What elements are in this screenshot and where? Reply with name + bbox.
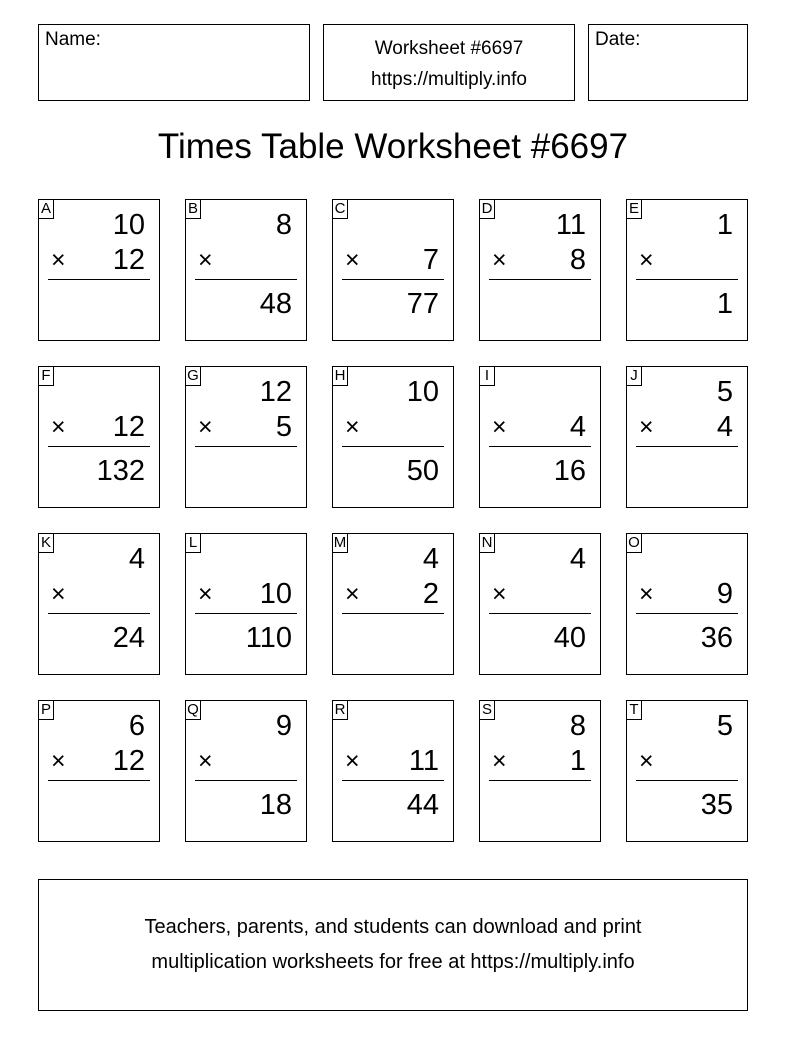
problem-card[interactable] (479, 533, 601, 675)
times-sign: × (198, 246, 213, 274)
multiplicand: 6 (128, 710, 145, 742)
problem-letter: B (185, 199, 201, 219)
product: 35 (700, 789, 733, 821)
multiplier: 12 (112, 244, 145, 276)
times-sign: × (492, 747, 507, 775)
answer-rule (636, 780, 738, 781)
multiplier: 10 (259, 578, 292, 610)
problem-card[interactable] (332, 700, 454, 842)
problem-card[interactable] (38, 700, 160, 842)
problem-letter: R (332, 700, 348, 720)
problem-letter: S (479, 700, 495, 720)
product: 110 (245, 622, 292, 654)
multiplier: 12 (112, 745, 145, 777)
times-sign: × (198, 413, 213, 441)
product: 48 (259, 288, 292, 320)
multiplicand: 8 (275, 209, 292, 241)
problem-card[interactable] (479, 700, 601, 842)
problem-letter: G (185, 366, 201, 386)
footer-box (38, 879, 748, 1011)
multiplicand: 5 (716, 376, 733, 408)
answer-rule (195, 613, 297, 614)
answer-rule (48, 279, 150, 280)
problem-letter: A (38, 199, 54, 219)
problem-card[interactable] (332, 533, 454, 675)
times-sign: × (51, 246, 66, 274)
multiplicand: 11 (555, 209, 586, 241)
multiplier: 1 (569, 745, 586, 777)
multiplicand: 4 (569, 543, 586, 575)
answer-rule (195, 446, 297, 447)
problem-card[interactable] (185, 199, 307, 341)
multiplier: 4 (569, 411, 586, 443)
answer-rule (342, 780, 444, 781)
answer-rule (489, 613, 591, 614)
problem-letter: I (479, 366, 495, 386)
times-sign: × (198, 580, 213, 608)
times-sign: × (345, 413, 360, 441)
answer-rule (48, 613, 150, 614)
problem-card[interactable] (185, 533, 307, 675)
worksheet-id-box (323, 24, 575, 101)
multiplicand: 1 (716, 209, 733, 241)
multiplier: 12 (112, 411, 145, 443)
multiplicand: 12 (259, 376, 292, 408)
answer-rule (48, 780, 150, 781)
answer-rule (489, 279, 591, 280)
name-field-box[interactable] (38, 24, 310, 101)
problem-letter: J (626, 366, 642, 386)
multiplier: 5 (275, 411, 292, 443)
name-label: Name: (45, 29, 101, 50)
times-sign: × (345, 580, 360, 608)
product: 50 (406, 455, 439, 487)
times-sign: × (51, 413, 66, 441)
problem-card[interactable] (38, 199, 160, 341)
problem-letter: E (626, 199, 642, 219)
multiplier: 7 (422, 244, 439, 276)
multiplicand: 9 (275, 710, 292, 742)
date-field-box[interactable] (588, 24, 748, 101)
product: 16 (553, 455, 586, 487)
multiplicand: 8 (569, 710, 586, 742)
answer-rule (48, 446, 150, 447)
answer-rule (342, 613, 444, 614)
problem-card[interactable] (185, 700, 307, 842)
product: 24 (112, 622, 145, 654)
worksheet-url: https://multiply.info (371, 69, 527, 90)
times-sign: × (639, 580, 654, 608)
answer-rule (636, 613, 738, 614)
times-sign: × (492, 580, 507, 608)
product: 36 (700, 622, 733, 654)
product: 77 (406, 288, 439, 320)
footer-line-1: Teachers, parents, and students can download and print (144, 916, 642, 938)
product: 40 (553, 622, 586, 654)
problem-card[interactable] (185, 366, 307, 508)
answer-rule (342, 446, 444, 447)
problem-card[interactable] (479, 366, 601, 508)
answer-rule (636, 446, 738, 447)
multiplicand: 10 (112, 209, 145, 241)
problem-letter: O (626, 533, 642, 553)
problem-letter: H (332, 366, 348, 386)
page-title: Times Table Worksheet #6697 (157, 127, 629, 166)
problem-card[interactable] (38, 366, 160, 508)
times-sign: × (51, 580, 66, 608)
product: 18 (259, 789, 292, 821)
problem-letter: N (479, 533, 495, 553)
problem-letter: M (333, 534, 347, 551)
product: 132 (96, 455, 145, 487)
multiplier: 4 (716, 411, 733, 443)
problem-letter: L (185, 533, 201, 553)
times-sign: × (492, 246, 507, 274)
problem-letter: C (332, 199, 348, 219)
answer-rule (489, 446, 591, 447)
problem-card[interactable] (626, 199, 748, 341)
problem-card[interactable] (626, 533, 748, 675)
times-sign: × (51, 747, 66, 775)
times-sign: × (198, 747, 213, 775)
multiplicand: 4 (128, 543, 145, 575)
problem-letter: T (626, 700, 642, 720)
answer-rule (342, 279, 444, 280)
product: 44 (406, 789, 439, 821)
multiplicand: 4 (422, 543, 439, 575)
problem-card[interactable] (626, 366, 748, 508)
product: 1 (716, 288, 733, 320)
times-sign: × (345, 246, 360, 274)
times-sign: × (345, 747, 360, 775)
answer-rule (636, 279, 738, 280)
problem-letter: P (38, 700, 54, 720)
problem-card[interactable] (479, 199, 601, 341)
date-label: Date: (595, 29, 641, 50)
problem-letter: F (38, 366, 54, 386)
multiplicand: 5 (716, 710, 733, 742)
problem-card[interactable] (626, 700, 748, 842)
problem-card[interactable] (332, 199, 454, 341)
multiplier: 11 (408, 745, 439, 777)
times-sign: × (492, 413, 507, 441)
footer-line-2: multiplication worksheets for free at https://multiply.info (151, 951, 635, 973)
worksheet-id: Worksheet #6697 (374, 38, 524, 59)
multiplier: 8 (569, 244, 586, 276)
times-sign: × (639, 747, 654, 775)
problem-card[interactable] (38, 533, 160, 675)
answer-rule (195, 279, 297, 280)
answer-rule (489, 780, 591, 781)
multiplier: 2 (422, 578, 439, 610)
multiplier: 9 (716, 578, 733, 610)
times-sign: × (639, 246, 654, 274)
multiplicand: 10 (406, 376, 439, 408)
problem-letter: D (479, 199, 495, 219)
problem-letter: K (38, 533, 54, 553)
problem-card[interactable] (332, 366, 454, 508)
problem-letter: Q (185, 700, 201, 720)
answer-rule (195, 780, 297, 781)
times-sign: × (639, 413, 654, 441)
